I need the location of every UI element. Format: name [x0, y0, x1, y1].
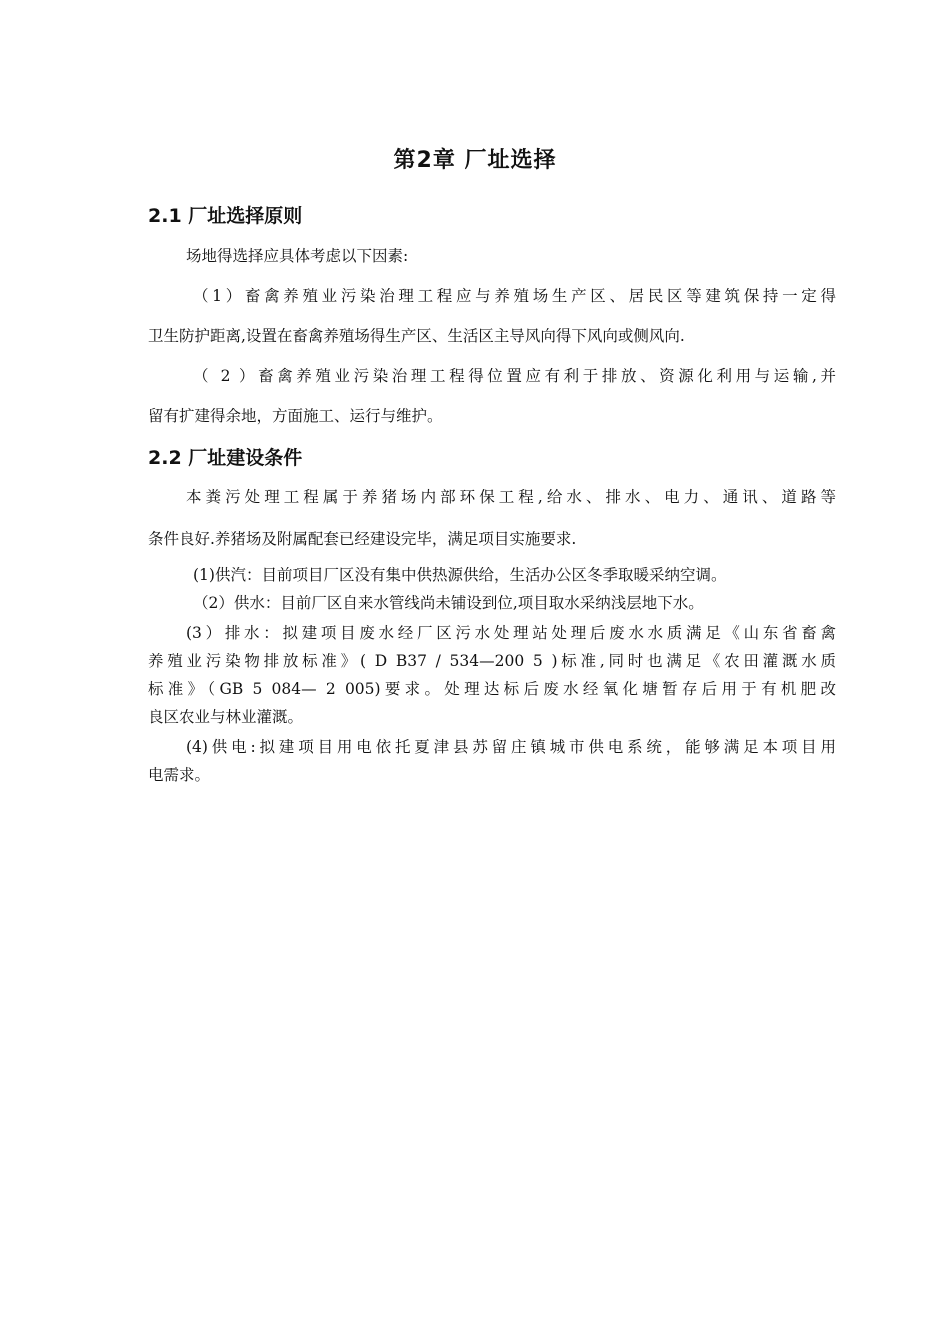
conditions-line-2: 条件良好.养猪场及附属配套已经建设完毕，满足项目实施要求. [148, 530, 577, 548]
item-2-line-2: 留有扩建得余地，方面施工、运行与维护。 [148, 407, 443, 425]
item-2-line-1: （ 2 ）畜禽养殖业污染治理工程得位置应有利于排放、资源化利用与运输,并 [193, 367, 836, 385]
power-supply-line-2: 电需求。 [148, 766, 211, 784]
drainage-line-4: 良区农业与林业灌溉。 [148, 708, 304, 726]
chapter-title: 第2章 厂址选择 [393, 148, 557, 173]
item-1-line-2: 卫生防护距离,设置在畜禽养殖场得生产区、生活区主导风向得下风向或侧风向. [148, 327, 685, 345]
water-supply-line: （2）供水：目前厂区自来水管线尚未铺设到位,项目取水采纳浅层地下水。 [193, 594, 704, 612]
power-supply-line-1: (4)供电:拟建项目用电依托夏津县苏留庄镇城市供电系统，能够满足本项目用 [186, 738, 836, 756]
section-heading-2-1: 2.1 厂址选择原则 [148, 205, 303, 227]
drainage-line-1: (3）排水：拟建项目废水经厂区污水处理站处理后废水水质满足《山东省畜禽 [186, 624, 836, 642]
intro-paragraph: 场地得选择应具体考虑以下因素: [186, 247, 409, 265]
steam-supply-line: (1)供汽：目前项目厂区没有集中供热源供给，生活办公区冬季取暖采纳空调。 [193, 566, 727, 584]
conditions-line-1: 本粪污处理工程属于养猪场内部环保工程,给水、排水、电力、通讯、道路等 [186, 488, 836, 506]
drainage-line-3: 标准》（GB 5 084— 2 005)要求。处理达标后废水经氧化塘暂存后用于有机肥改 [148, 680, 836, 698]
section-heading-2-2: 2.2 厂址建设条件 [148, 447, 303, 469]
drainage-line-2: 养殖业污染物排放标准》( D B37 / 534—200 5 )标准,同时也满足《农田灌溉水质 [148, 652, 836, 670]
item-1-line-1: （1）畜禽养殖业污染治理工程应与养殖场生产区、居民区等建筑保持一定得 [193, 287, 836, 305]
